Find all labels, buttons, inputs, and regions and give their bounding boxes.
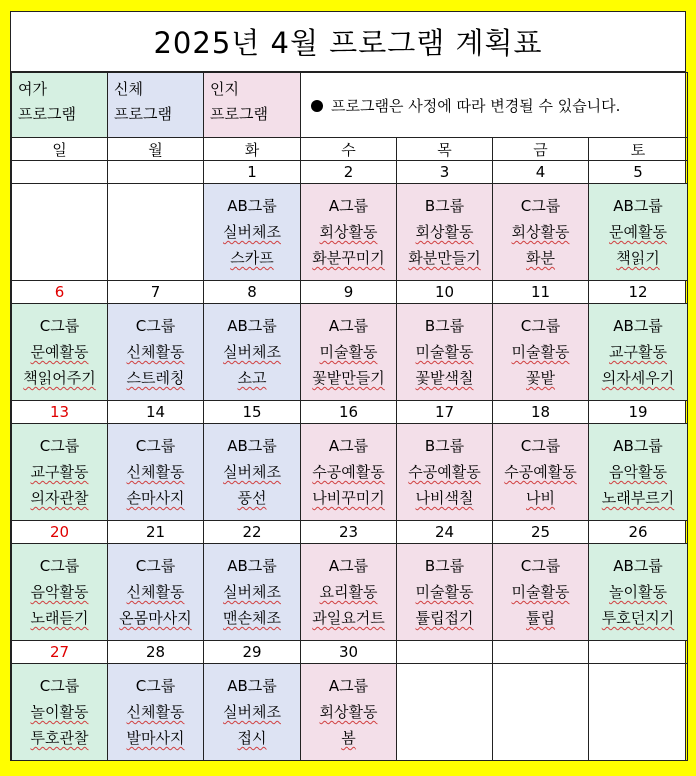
activity-group: AB그룹 <box>227 437 277 455</box>
empty-cell <box>589 664 688 761</box>
date-number: 20 <box>12 521 108 544</box>
date-number <box>108 161 204 184</box>
activity-category: 놀이활동 <box>609 583 667 601</box>
activity-group: AB그룹 <box>227 317 277 335</box>
activity-cell <box>108 544 204 641</box>
activity-category: 수공예활동 <box>504 463 577 481</box>
date-number: 16 <box>301 401 397 424</box>
date-number: 15 <box>204 401 301 424</box>
activity-cell <box>108 424 204 521</box>
activity-category: 회상활동 <box>319 223 378 241</box>
activity-group: A그룹 <box>328 197 369 215</box>
legend-cognitive <box>204 73 301 138</box>
activity-title: 풍선 <box>237 489 267 507</box>
activity-cell <box>301 424 397 521</box>
date-number: 4 <box>493 161 589 184</box>
activity-group: C그룹 <box>39 437 80 455</box>
date-number: 27 <box>12 641 108 664</box>
activity-group: B그룹 <box>424 197 465 215</box>
date-number: 17 <box>397 401 493 424</box>
activity-category: 미술활동 <box>511 583 570 601</box>
activity-cell <box>589 424 688 521</box>
legend-physical-sub: 프로그램 <box>114 105 172 123</box>
activity-category: 수공예활동 <box>408 463 481 481</box>
date-number: 19 <box>589 401 688 424</box>
activity-category: 미술활동 <box>319 343 378 361</box>
activity-cell <box>204 304 301 401</box>
activity-cell <box>589 544 688 641</box>
weekday-header: 화 <box>204 138 301 161</box>
activity-cell <box>589 184 688 281</box>
activity-title: 꽃밭만들기 <box>312 369 385 387</box>
activity-group: C그룹 <box>520 437 561 455</box>
activity-category: 신체활동 <box>126 343 185 361</box>
activity-cell <box>204 664 301 761</box>
activity-cell <box>301 184 397 281</box>
date-number: 29 <box>204 641 301 664</box>
date-row <box>12 281 688 304</box>
activity-title: 노래부르기 <box>601 489 675 507</box>
activity-cell <box>301 304 397 401</box>
activity-category: 음악활동 <box>30 583 89 601</box>
activity-title: 꽃밭 <box>526 369 555 387</box>
activity-category: 문예활동 <box>30 343 89 361</box>
weekday-header-row <box>12 138 688 161</box>
date-number: 21 <box>108 521 204 544</box>
calendar-sheet <box>10 11 686 761</box>
activity-row <box>12 304 688 401</box>
legend-physical-label: 신체 <box>114 80 143 98</box>
activity-cell <box>204 544 301 641</box>
activity-title: 나비꾸미기 <box>312 489 385 507</box>
date-number: 24 <box>397 521 493 544</box>
date-row <box>12 161 688 184</box>
activity-cell <box>397 544 493 641</box>
activity-title: 나비 <box>526 489 555 507</box>
activity-category: 실버체조 <box>223 343 281 361</box>
activity-group: C그룹 <box>135 317 176 335</box>
activity-group: A그룹 <box>328 557 369 575</box>
activity-category: 미술활동 <box>415 343 474 361</box>
activity-cell <box>493 544 589 641</box>
activity-cell <box>397 424 493 521</box>
activity-group: AB그룹 <box>227 677 277 695</box>
activity-title: 튤립 <box>526 609 555 627</box>
page-title: 2025년 4월 프로그램 계획표 <box>11 12 685 72</box>
activity-title: 화분 <box>526 249 555 267</box>
activity-cell <box>589 304 688 401</box>
activity-cell <box>397 304 493 401</box>
date-number: 30 <box>301 641 397 664</box>
empty-cell <box>12 184 108 281</box>
legend-note <box>301 73 688 138</box>
activity-title: 꽃밭색칠 <box>415 369 474 387</box>
legend-note-text: 프로그램은 사정에 따라 변경될 수 있습니다. <box>331 96 621 115</box>
activity-title: 봄 <box>341 729 356 747</box>
activity-title: 투호던지기 <box>601 609 675 627</box>
date-number: 5 <box>589 161 688 184</box>
activity-title: 접시 <box>237 729 267 747</box>
activity-category: 요리활동 <box>319 583 378 601</box>
activity-category: 교구활동 <box>30 463 89 481</box>
activity-group: C그룹 <box>520 317 561 335</box>
activity-group: AB그룹 <box>613 197 663 215</box>
date-number: 11 <box>493 281 589 304</box>
activity-title: 과일요거트 <box>312 609 385 627</box>
activity-group: B그룹 <box>424 557 465 575</box>
date-number: 14 <box>108 401 204 424</box>
weekday-header: 월 <box>108 138 204 161</box>
activity-cell <box>493 184 589 281</box>
activity-group: C그룹 <box>39 317 80 335</box>
empty-cell <box>493 664 589 761</box>
date-row <box>12 641 688 664</box>
activity-group: C그룹 <box>520 197 561 215</box>
activity-row <box>12 544 688 641</box>
date-number: 1 <box>204 161 301 184</box>
date-number: 25 <box>493 521 589 544</box>
activity-cell <box>204 184 301 281</box>
empty-cell <box>397 664 493 761</box>
activity-cell <box>493 304 589 401</box>
activity-title: 맨손체조 <box>223 609 281 627</box>
activity-row <box>12 664 688 761</box>
activity-category: 회상활동 <box>415 223 474 241</box>
date-number: 2 <box>301 161 397 184</box>
activity-group: A그룹 <box>328 677 369 695</box>
activity-title: 책읽어주기 <box>23 369 96 387</box>
activity-title: 스트레칭 <box>126 369 185 387</box>
activity-category: 회상활동 <box>511 223 570 241</box>
legend-cognitive-sub: 프로그램 <box>210 105 268 123</box>
activity-category: 문예활동 <box>609 223 667 241</box>
activity-group: AB그룹 <box>227 197 277 215</box>
activity-title: 화분만들기 <box>408 249 481 267</box>
activity-title: 화분꾸미기 <box>312 249 385 267</box>
activity-title: 손마사지 <box>126 489 185 507</box>
activity-title: 노래듣기 <box>30 609 89 627</box>
legend-leisure-label: 여가 <box>18 80 47 98</box>
activity-group: AB그룹 <box>227 557 277 575</box>
activity-group: C그룹 <box>520 557 561 575</box>
legend-leisure-sub: 프로그램 <box>18 105 76 123</box>
activity-group: AB그룹 <box>613 437 663 455</box>
program-calendar-table <box>11 72 688 761</box>
activity-title: 의자세우기 <box>601 369 675 387</box>
activity-category: 교구활동 <box>609 343 667 361</box>
activity-category: 실버체조 <box>223 463 281 481</box>
activity-cell <box>12 304 108 401</box>
activity-category: 신체활동 <box>126 463 185 481</box>
date-number: 26 <box>589 521 688 544</box>
date-number: 18 <box>493 401 589 424</box>
activity-cell <box>301 544 397 641</box>
activity-category: 실버체조 <box>223 223 281 241</box>
activity-title: 책읽기 <box>616 249 660 267</box>
date-number <box>493 641 589 664</box>
activity-title: 발마사지 <box>126 729 185 747</box>
date-number: 10 <box>397 281 493 304</box>
activity-group: A그룹 <box>328 317 369 335</box>
activity-cell <box>108 664 204 761</box>
legend-row <box>12 73 688 138</box>
activity-group: C그룹 <box>135 557 176 575</box>
activity-group: AB그룹 <box>613 317 663 335</box>
date-number: 12 <box>589 281 688 304</box>
weekday-header: 일 <box>12 138 108 161</box>
date-row <box>12 401 688 424</box>
date-number: 23 <box>301 521 397 544</box>
bullet-icon <box>311 100 323 112</box>
date-number: 3 <box>397 161 493 184</box>
date-number: 8 <box>204 281 301 304</box>
activity-category: 음악활동 <box>609 463 667 481</box>
date-row <box>12 521 688 544</box>
activity-category: 실버체조 <box>223 703 281 721</box>
legend-cognitive-label: 인지 <box>210 80 239 98</box>
activity-title: 의자관찰 <box>30 489 89 507</box>
empty-cell <box>108 184 204 281</box>
activity-title: 튤립접기 <box>415 609 474 627</box>
date-number: 22 <box>204 521 301 544</box>
activity-title: 온몸마사지 <box>119 609 192 627</box>
date-number <box>589 641 688 664</box>
activity-group: B그룹 <box>424 437 465 455</box>
date-number: 7 <box>108 281 204 304</box>
activity-group: C그룹 <box>135 677 176 695</box>
activity-group: C그룹 <box>39 557 80 575</box>
activity-category: 실버체조 <box>223 583 281 601</box>
activity-group: C그룹 <box>39 677 80 695</box>
activity-cell <box>12 544 108 641</box>
date-number <box>397 641 493 664</box>
activity-category: 회상활동 <box>319 703 378 721</box>
date-number <box>12 161 108 184</box>
activity-cell <box>301 664 397 761</box>
legend-physical <box>108 73 204 138</box>
weekday-header: 수 <box>301 138 397 161</box>
date-number: 13 <box>12 401 108 424</box>
activity-group: C그룹 <box>135 437 176 455</box>
activity-row <box>12 184 688 281</box>
activity-cell <box>12 664 108 761</box>
activity-cell <box>397 184 493 281</box>
activity-category: 신체활동 <box>126 583 185 601</box>
activity-cell <box>204 424 301 521</box>
legend-leisure <box>12 73 108 138</box>
activity-title: 나비색칠 <box>415 489 474 507</box>
activity-cell <box>493 424 589 521</box>
date-number: 6 <box>12 281 108 304</box>
activity-cell <box>108 304 204 401</box>
activity-category: 미술활동 <box>415 583 474 601</box>
activity-title: 투호관찰 <box>30 729 89 747</box>
activity-category: 수공예활동 <box>312 463 385 481</box>
weekday-header: 금 <box>493 138 589 161</box>
activity-row <box>12 424 688 521</box>
activity-title: 스카프 <box>230 249 274 267</box>
weekday-header: 목 <box>397 138 493 161</box>
date-number: 9 <box>301 281 397 304</box>
date-number: 28 <box>108 641 204 664</box>
activity-category: 놀이활동 <box>30 703 89 721</box>
weekday-header: 토 <box>589 138 688 161</box>
activity-category: 신체활동 <box>126 703 185 721</box>
activity-category: 미술활동 <box>511 343 570 361</box>
activity-title: 소고 <box>237 369 267 387</box>
activity-cell <box>12 424 108 521</box>
activity-group: A그룹 <box>328 437 369 455</box>
activity-group: AB그룹 <box>613 557 663 575</box>
activity-group: B그룹 <box>424 317 465 335</box>
